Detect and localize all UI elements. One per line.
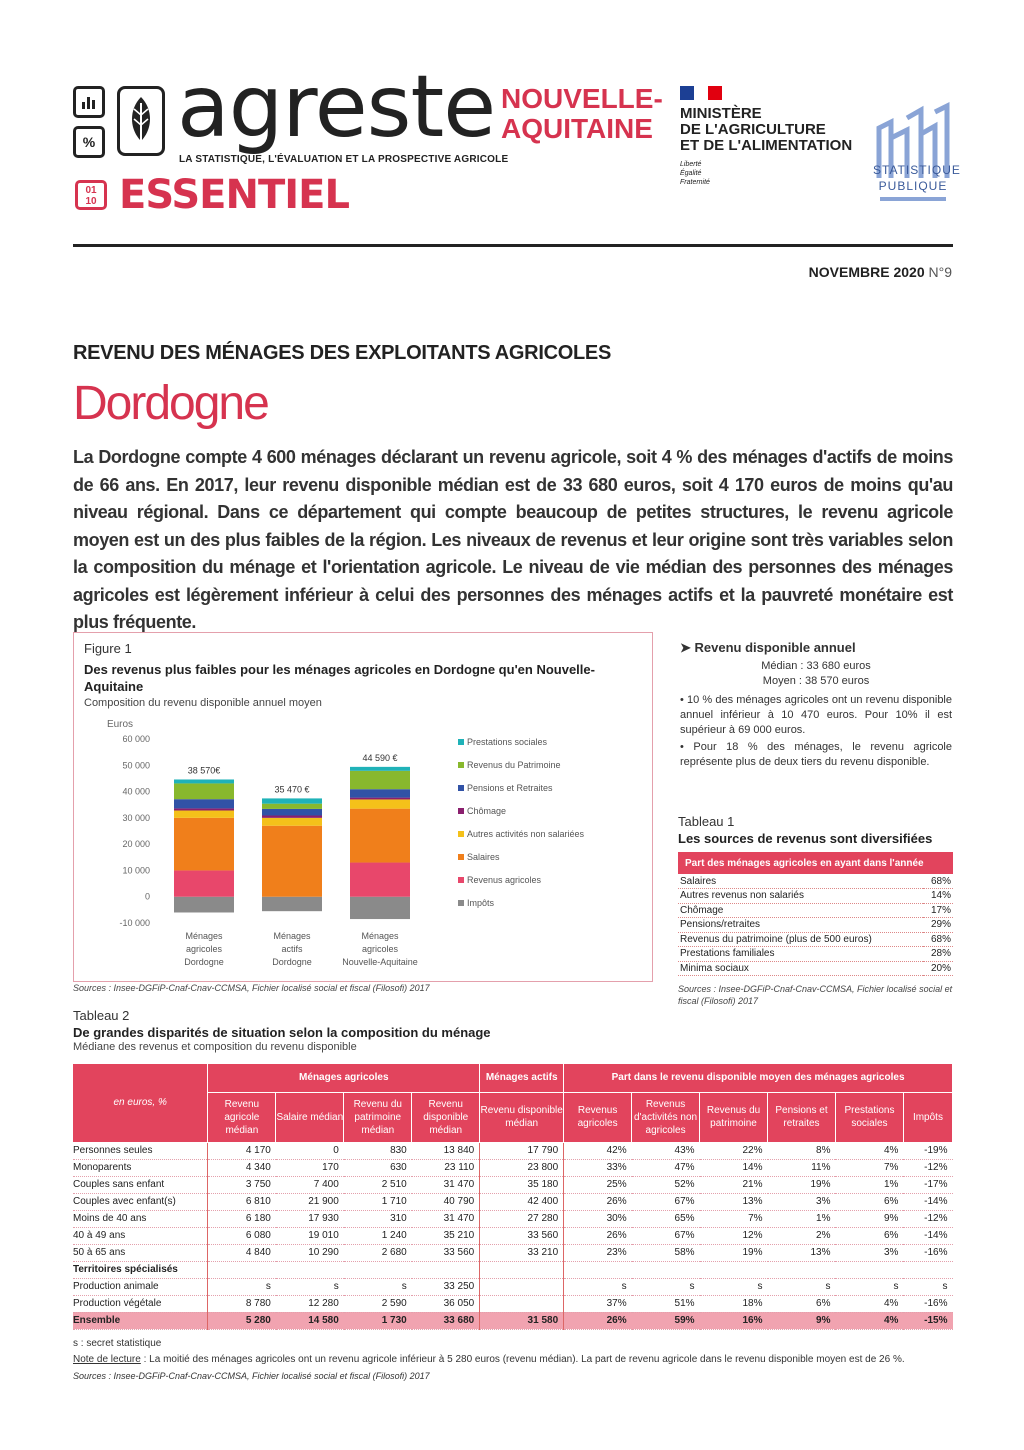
bar-segment <box>174 799 234 808</box>
table-cell: 23 110 <box>412 1159 480 1176</box>
table-cell: s <box>903 1278 952 1295</box>
x-tick-label: Dordogne <box>272 957 312 967</box>
table-cell <box>480 1261 564 1278</box>
table-cell: 35 180 <box>480 1176 564 1193</box>
table-cell: -12% <box>903 1159 952 1176</box>
y-tick-label: 40 000 <box>122 786 150 797</box>
table-cell: 40 790 <box>412 1193 480 1210</box>
row-value: 17% <box>923 903 953 918</box>
table-cell: 18% <box>700 1295 768 1312</box>
table-row <box>73 1261 953 1278</box>
bar-segment <box>350 767 410 771</box>
table-cell: -19% <box>903 1142 952 1159</box>
bar-segment <box>174 897 234 913</box>
table-cell <box>768 1261 836 1278</box>
table-cell: 3 750 <box>208 1176 276 1193</box>
legend-swatch <box>458 762 464 768</box>
row-label: 50 à 65 ans <box>73 1244 208 1261</box>
table-cell: 33 250 <box>412 1278 480 1295</box>
unit-header: en euros, % <box>73 1064 208 1142</box>
table-cell: 47% <box>632 1159 700 1176</box>
table-cell: 4 340 <box>208 1159 276 1176</box>
table-cell: 37% <box>564 1295 632 1312</box>
table-cell: 6% <box>835 1227 903 1244</box>
y-tick-label: 60 000 <box>122 734 150 744</box>
page-title: Dordogne <box>73 377 268 430</box>
table-cell: 5 280 <box>208 1312 276 1329</box>
sidebar-bullet: • 10 % des ménages agricoles ont un revenu disponible annuel inférieur à 10 470 euros. Pour 10% il est supérieur à 69 000 euros. <box>680 694 952 736</box>
figure-1 <box>73 632 653 982</box>
group-header: Part dans le revenu disponible moyen des ménages agricoles <box>564 1064 953 1092</box>
table-label: Tableau 1 <box>678 814 735 829</box>
table-cell: -14% <box>903 1227 952 1244</box>
bar-segment <box>350 799 410 808</box>
table-row <box>73 1193 953 1210</box>
table-cell: 1% <box>835 1176 903 1193</box>
agreste-logo-icons <box>73 86 173 166</box>
total-label: 35 470 € <box>274 784 310 795</box>
bar-segment <box>174 818 234 871</box>
bar-segment <box>174 783 234 799</box>
table-cell: 22% <box>700 1142 768 1159</box>
table-cell: 6% <box>835 1193 903 1210</box>
table-cell: 31 470 <box>412 1210 480 1227</box>
row-label: Autres revenus non salariés <box>678 889 923 904</box>
table-cell: 6% <box>768 1295 836 1312</box>
table-cell <box>480 1295 564 1312</box>
bar-segment <box>174 870 234 896</box>
table-cell: 30% <box>564 1210 632 1227</box>
table-cell: -12% <box>903 1210 952 1227</box>
bar-segment <box>350 863 410 897</box>
column-header: Revenu disponible médian <box>480 1092 564 1142</box>
table-row <box>73 1312 953 1329</box>
table-cell: s <box>208 1278 276 1295</box>
total-label: 44 590 € <box>362 752 398 763</box>
table-cell <box>344 1261 412 1278</box>
legend-entry: Impôts <box>467 898 495 908</box>
table-row <box>678 918 953 933</box>
legend-swatch <box>458 877 464 883</box>
table-title: Les sources de revenus sont diversifiées <box>678 831 933 846</box>
row-label: Minima sociaux <box>678 961 923 976</box>
sidebar-title: ➤ Revenu disponible annuel <box>680 640 856 655</box>
x-tick-label: Ménages <box>185 931 223 941</box>
row-label: 40 à 49 ans <box>73 1227 208 1244</box>
legend-entry: Prestations sociales <box>467 737 548 747</box>
ministry-name: MINISTÈRE DE L'AGRICULTURE ET DE L'ALIMENTATION <box>680 105 853 154</box>
table-row <box>73 1159 953 1176</box>
table-cell <box>903 1261 952 1278</box>
table-cell: 35 210 <box>412 1227 480 1244</box>
y-axis-label: Euros <box>106 719 134 730</box>
table-cell: 33% <box>564 1159 632 1176</box>
x-tick-label: agricoles <box>185 944 223 954</box>
legend-swatch <box>458 739 464 745</box>
table-cell: 17 790 <box>480 1142 564 1159</box>
bar-segment <box>262 897 322 911</box>
row-label: Moins de 40 ans <box>73 1210 208 1227</box>
table-cell: 31 470 <box>412 1176 480 1193</box>
table-cell <box>208 1261 276 1278</box>
table-cell: 9% <box>835 1210 903 1227</box>
table-row <box>73 1142 953 1159</box>
legend-swatch <box>458 808 464 814</box>
table-cell: 59% <box>632 1312 700 1329</box>
legend-entry: Revenus du Patrimoine <box>467 760 561 770</box>
table-cell: 6 810 <box>208 1193 276 1210</box>
table-cell: -15% <box>903 1312 952 1329</box>
table-cell: 25% <box>564 1176 632 1193</box>
table-header: Part des ménages agricoles en ayant dans l'année <box>678 852 953 874</box>
table-cell: 33 560 <box>412 1244 480 1261</box>
table-cell: 1 240 <box>344 1227 412 1244</box>
legend-entry: Revenus agricoles <box>467 875 542 885</box>
x-tick-label: Ménages <box>361 931 399 941</box>
table-cell: 310 <box>344 1210 412 1227</box>
kicker: REVENU DES MÉNAGES DES EXPLOITANTS AGRICOLES <box>73 342 611 364</box>
row-label: Chômage <box>678 903 923 918</box>
reading-note: Note de lecture : La moitié des ménages agricoles ont un revenu agricole inférieur à 5 280 euros (revenu médian). La part de revenu agricole dans le revenu disponible moyen est de 26 %. <box>73 1354 905 1365</box>
bar-segment <box>174 808 234 810</box>
lead-paragraph: La Dordogne compte 4 600 ménages déclarant un revenu agricole, soit 4 % des ménages d'actifs de moins de 66 ans. En 2017, leur revenu disponible médian est de 33 680 euros, soit 4 170 euros de moins qu'au niveau régional. Dans ce département qui compte beaucoup de petites structures, le revenu agricole moyen est un des plus faibles de la région. Les niveaux de revenus et leur origine sont très variables selon la composition du ménage et l'orientation agricole. Le niveau de vie médian des personnes des ménages agricoles est légèrement inférieur à celui des personnes des ménages actifs et la pauvreté monétaire est plus fréquente. <box>73 447 953 632</box>
table-source: Sources : Insee-DGFiP-Cnaf-Cnav-CCMSA, Fichier localisé social et fiscal (Filosofi) 2017 <box>73 1371 430 1381</box>
bar-segment <box>350 798 410 800</box>
table-cell: 36 050 <box>412 1295 480 1312</box>
x-tick-label: Dordogne <box>184 957 224 967</box>
table-cell: 19 010 <box>276 1227 344 1244</box>
table-cell: 4% <box>835 1142 903 1159</box>
table-cell: 830 <box>344 1142 412 1159</box>
table-row <box>73 1210 953 1227</box>
header <box>73 57 961 230</box>
table-cell: 1 730 <box>344 1312 412 1329</box>
table-cell: -17% <box>903 1176 952 1193</box>
table-cell: 33 560 <box>480 1227 564 1244</box>
y-tick-label: 30 000 <box>122 812 150 823</box>
sidebar-moyen: Moyen : 38 570 euros <box>762 675 870 687</box>
table-row <box>678 961 953 976</box>
table-cell: 13 840 <box>412 1142 480 1159</box>
table-cell: s <box>768 1278 836 1295</box>
bar-segment <box>262 815 322 817</box>
row-label: Revenus du patrimoine (plus de 500 euros) <box>678 932 923 947</box>
table-cell: 7 400 <box>276 1176 344 1193</box>
legend-swatch <box>458 831 464 837</box>
table-cell: 6 180 <box>208 1210 276 1227</box>
row-label: Personnes seules <box>73 1142 208 1159</box>
table-cell: 67% <box>632 1193 700 1210</box>
table-row <box>73 1176 953 1193</box>
bar-segment <box>262 798 322 803</box>
table-row <box>73 1227 953 1244</box>
legend-entry: Autres activités non salariées <box>467 829 585 839</box>
column-header: Pensions et retraites <box>768 1092 836 1142</box>
table-cell: 630 <box>344 1159 412 1176</box>
table-cell: s <box>632 1278 700 1295</box>
table-cell: -16% <box>903 1244 952 1261</box>
table-notes <box>73 1336 953 1384</box>
table-cell: 31 580 <box>480 1312 564 1329</box>
legend-swatch <box>458 900 464 906</box>
row-label: Pensions/retraites <box>678 918 923 933</box>
table-cell: 2 680 <box>344 1244 412 1261</box>
group-header: Ménages actifs <box>480 1064 564 1092</box>
table-cell: 21 900 <box>276 1193 344 1210</box>
bar-segment <box>262 809 322 816</box>
column-header: Salaire médian <box>276 1092 344 1142</box>
column-header: Impôts <box>903 1092 952 1142</box>
table-cell: 0 <box>276 1142 344 1159</box>
essentiel-badge-icon: 01 10 <box>75 180 107 210</box>
table-subtitle: Médiane des revenus et composition du revenu disponible <box>73 1041 357 1053</box>
y-tick-label: -10 000 <box>119 918 150 928</box>
devise: Liberté Égalité Fraternité <box>680 161 710 186</box>
statistique-publique-text: STATISTIQUE PUBLIQUE <box>873 162 953 201</box>
row-value: 68% <box>923 874 953 889</box>
row-label: Couples avec enfant(s) <box>73 1193 208 1210</box>
table-cell <box>480 1278 564 1295</box>
french-flag-icon <box>680 86 722 100</box>
table-cell: 9% <box>768 1312 836 1329</box>
figure-title: Des revenus plus faibles pour les ménages agricoles en Dordogne qu'en Nouvelle-Aquitaine <box>84 662 595 694</box>
table-cell: 17 930 <box>276 1210 344 1227</box>
table-cell: 10 290 <box>276 1244 344 1261</box>
table-cell: 23% <box>564 1244 632 1261</box>
table-cell: 4 840 <box>208 1244 276 1261</box>
column-header: Prestations sociales <box>835 1092 903 1142</box>
row-label: Territoires spécialisés <box>73 1261 208 1278</box>
column-header: Revenu du patrimoine médian <box>344 1092 412 1142</box>
sidebar-bullet: • Pour 18 % des ménages, le revenu agricole représente plus de deux tiers du revenu disponible. <box>680 741 952 768</box>
table-row <box>678 932 953 947</box>
table-cell: 23 800 <box>480 1159 564 1176</box>
table-cell: 12% <box>700 1227 768 1244</box>
table-cell: 16% <box>700 1312 768 1329</box>
table-cell <box>835 1261 903 1278</box>
table-cell: s <box>835 1278 903 1295</box>
table-cell: 8% <box>768 1142 836 1159</box>
essentiel-label: ESSENTIEL <box>119 172 349 218</box>
row-value: 28% <box>923 947 953 962</box>
bar-segment <box>174 779 234 783</box>
tagline: LA STATISTIQUE, L'ÉVALUATION ET LA PROSPECTIVE AGRICOLE <box>179 154 509 165</box>
tableau-2 <box>73 1064 953 1330</box>
table-cell <box>700 1261 768 1278</box>
row-value: 29% <box>923 918 953 933</box>
x-tick-label: Nouvelle-Aquitaine <box>342 957 418 967</box>
bar-segment <box>262 804 322 809</box>
table-cell: 12 280 <box>276 1295 344 1312</box>
bar-segment <box>350 809 410 863</box>
table-cell: 1 710 <box>344 1193 412 1210</box>
bar-segment <box>350 771 410 789</box>
table-cell: 13% <box>768 1244 836 1261</box>
table-cell: 43% <box>632 1142 700 1159</box>
table-cell: s <box>344 1278 412 1295</box>
table-cell: 27 280 <box>480 1210 564 1227</box>
table-cell: 26% <box>564 1312 632 1329</box>
row-value: 14% <box>923 889 953 904</box>
table-cell: s <box>276 1278 344 1295</box>
bar-segment <box>174 810 234 817</box>
table-cell: -16% <box>903 1295 952 1312</box>
column-header: Revenus agricoles <box>564 1092 632 1142</box>
bar-segment <box>350 897 410 919</box>
x-tick-label: agricoles <box>361 944 399 954</box>
row-label: Monoparents <box>73 1159 208 1176</box>
stacked-bar-chart <box>74 713 652 973</box>
table-cell: -14% <box>903 1193 952 1210</box>
total-label: 38 570€ <box>187 765 221 776</box>
table-cell: 2 590 <box>344 1295 412 1312</box>
table-row <box>678 889 953 904</box>
bar-chart-icon <box>73 86 105 118</box>
table-cell: 7% <box>835 1159 903 1176</box>
table-label: Tableau 2 <box>73 1008 130 1023</box>
brand-name: agreste <box>177 57 496 157</box>
y-tick-label: 0 <box>144 891 150 902</box>
row-value: 68% <box>923 932 953 947</box>
table-cell: 33 210 <box>480 1244 564 1261</box>
table-cell <box>632 1261 700 1278</box>
table-cell: s <box>700 1278 768 1295</box>
secret-note: s : secret statistique <box>73 1338 162 1349</box>
row-label: Ensemble <box>73 1312 208 1329</box>
table-cell: 13% <box>700 1193 768 1210</box>
table-cell: 6 080 <box>208 1227 276 1244</box>
legend-entry: Chômage <box>467 806 507 816</box>
column-header: Revenus du patrimoine <box>700 1092 768 1142</box>
row-label: Prestations familiales <box>678 947 923 962</box>
table-cell: 65% <box>632 1210 700 1227</box>
sidebar-box <box>680 640 952 772</box>
table-cell: 3% <box>768 1193 836 1210</box>
table-cell: 26% <box>564 1193 632 1210</box>
legend-entry: Salaires <box>467 852 500 862</box>
table-cell: s <box>564 1278 632 1295</box>
table-row <box>678 903 953 918</box>
table-row <box>73 1278 953 1295</box>
table-cell: 2% <box>768 1227 836 1244</box>
column-header: Revenu agricole médian <box>208 1092 276 1142</box>
header-divider <box>73 244 953 247</box>
table-cell: 2 510 <box>344 1176 412 1193</box>
table-row <box>73 1244 953 1261</box>
table-cell: 170 <box>276 1159 344 1176</box>
y-tick-label: 20 000 <box>122 839 150 850</box>
table-cell: 58% <box>632 1244 700 1261</box>
table-cell: 3% <box>835 1244 903 1261</box>
row-label: Salaires <box>678 874 923 889</box>
row-label: Couples sans enfant <box>73 1176 208 1193</box>
table-row <box>678 947 953 962</box>
table-source: Sources : Insee-DGFiP-Cnaf-Cnav-CCMSA, Fichier localisé social et fiscal (Filosofi) 2017 <box>678 984 953 1006</box>
figure-subtitle: Composition du revenu disponible annuel moyen <box>84 697 322 709</box>
tableau-1 <box>678 814 953 976</box>
percent-icon: % <box>73 126 105 158</box>
bar-segment <box>262 818 322 826</box>
table-cell: 42 400 <box>480 1193 564 1210</box>
sidebar-median: Médian : 33 680 euros <box>761 660 871 672</box>
table-cell: 7% <box>700 1210 768 1227</box>
column-header: Revenus d'activités non agricoles <box>632 1092 700 1142</box>
leaf-icon <box>117 86 165 156</box>
region-name: NOUVELLE- AQUITAINE <box>501 83 663 144</box>
y-tick-label: 10 000 <box>122 865 150 876</box>
figure-label: Figure 1 <box>84 641 132 656</box>
row-label: Production végétale <box>73 1295 208 1312</box>
table-cell: 21% <box>700 1176 768 1193</box>
table-cell: 14% <box>700 1159 768 1176</box>
legend-entry: Pensions et Retraites <box>467 783 553 793</box>
table-cell: 11% <box>768 1159 836 1176</box>
table-cell: 67% <box>632 1227 700 1244</box>
row-label: Production animale <box>73 1278 208 1295</box>
legend-swatch <box>458 854 464 860</box>
column-header: Revenu disponible médian <box>412 1092 480 1142</box>
row-value: 20% <box>923 961 953 976</box>
table-cell: 26% <box>564 1227 632 1244</box>
table-cell: 19% <box>700 1244 768 1261</box>
table-cell: 51% <box>632 1295 700 1312</box>
table-cell: 33 680 <box>412 1312 480 1329</box>
table-cell: 14 580 <box>276 1312 344 1329</box>
table-cell: 19% <box>768 1176 836 1193</box>
table-cell: 1% <box>768 1210 836 1227</box>
table-body <box>678 874 953 976</box>
group-header: Ménages agricoles <box>208 1064 480 1092</box>
figure-source: Sources : Insee-DGFiP-Cnaf-Cnav-CCMSA, Fichier localisé social et fiscal (Filosofi) 2017 <box>73 983 430 993</box>
table-cell: 4 170 <box>208 1142 276 1159</box>
table-cell: 42% <box>564 1142 632 1159</box>
y-tick-label: 50 000 <box>122 760 150 771</box>
table-title: De grandes disparités de situation selon la composition du ménage <box>73 1025 491 1040</box>
bar-segment <box>262 826 322 897</box>
table-cell <box>412 1261 480 1278</box>
table-cell: 8 780 <box>208 1295 276 1312</box>
legend-swatch <box>458 785 464 791</box>
table-cell <box>276 1261 344 1278</box>
x-tick-label: Ménages <box>273 931 311 941</box>
table-cell <box>564 1261 632 1278</box>
table-row <box>73 1295 953 1312</box>
table-cell: 4% <box>835 1312 903 1329</box>
issue-date: NOVEMBRE 2020 N°9 <box>808 264 952 280</box>
x-tick-label: actifs <box>281 944 303 954</box>
table-cell: 52% <box>632 1176 700 1193</box>
table-row <box>678 874 953 889</box>
table-cell: 4% <box>835 1295 903 1312</box>
bar-segment <box>350 789 410 797</box>
